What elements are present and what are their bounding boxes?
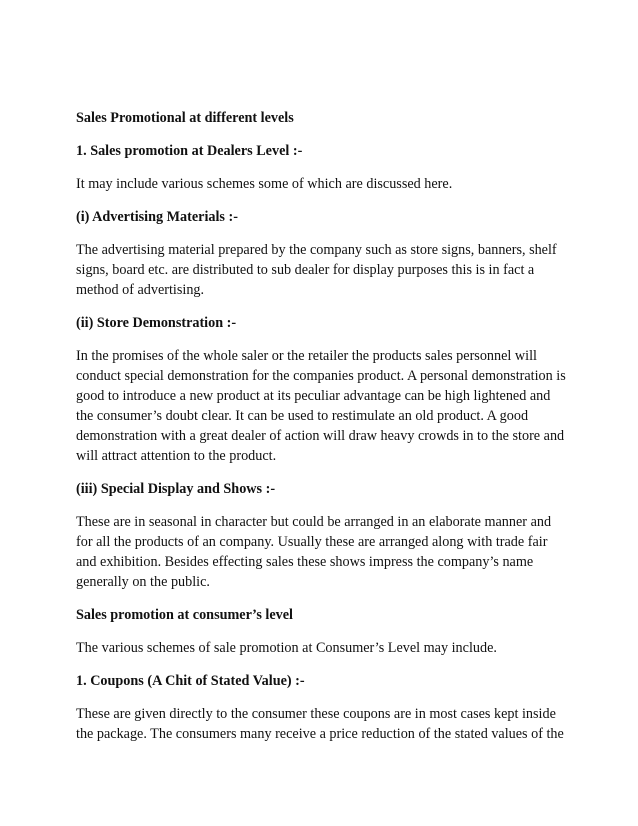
section-heading-coupons: 1. Coupons (A Chit of Stated Value) :- bbox=[76, 673, 305, 689]
section-heading-consumer-level: Sales promotion at consumer’s level bbox=[76, 607, 293, 623]
paragraph-line: signs, board etc. are distributed to sub dealer for display purposes this is in fact a bbox=[76, 262, 535, 278]
paragraph-coupons bbox=[76, 704, 564, 744]
paragraph-line: will attract attention to the product. bbox=[76, 448, 277, 464]
paragraph-line: conduct special demonstration for the companies product. A personal demonstration is bbox=[76, 368, 566, 384]
paragraph-line: generally on the public. bbox=[76, 574, 210, 590]
section-heading-dealers-level: 1. Sales promotion at Dealers Level :- bbox=[76, 143, 303, 159]
paragraph-line: It may include various schemes some of which are discussed here. bbox=[76, 176, 453, 192]
paragraph-line: demonstration with a great dealer of action will draw heavy crowds in to the store and bbox=[76, 428, 565, 444]
paragraph-store-demonstration bbox=[76, 346, 566, 466]
paragraph-line: and exhibition. Besides effecting sales these shows impress the company’s name bbox=[76, 554, 534, 570]
section-heading-advertising-materials: (i) Advertising Materials :- bbox=[76, 209, 238, 225]
document-page bbox=[76, 108, 566, 744]
paragraph-line: the package. The consumers many receive a price reduction of the stated values of the bbox=[76, 726, 564, 742]
paragraph-advertising-materials bbox=[76, 240, 557, 300]
paragraph-line: good to introduce a new product at its peculiar advantage can be high lightened and bbox=[76, 388, 551, 404]
paragraph-special-display bbox=[76, 512, 554, 592]
paragraph-line: The various schemes of sale promotion at Consumer’s Level may include. bbox=[76, 640, 497, 656]
paragraph-consumer-level bbox=[76, 638, 554, 658]
paragraph-line: method of advertising. bbox=[76, 282, 205, 298]
paragraph-line: the consumer’s doubt clear. It can be used to restimulate an old product. A good bbox=[76, 408, 529, 424]
paragraph-line: These are in seasonal in character but could be arranged in an elaborate manner and bbox=[76, 514, 552, 530]
section-heading-special-display: (iii) Special Display and Shows :- bbox=[76, 481, 276, 497]
paragraph-dealers-level bbox=[76, 174, 554, 194]
paragraph-line: for all the products of an company. Usually these are arranged along with trade fair bbox=[76, 534, 548, 550]
paragraph-line: In the promises of the whole saler or the retailer the products sales personnel will bbox=[76, 348, 537, 364]
paragraph-line: These are given directly to the consumer these coupons are in most cases kept inside bbox=[76, 706, 556, 722]
paragraph-line: The advertising material prepared by the company such as store signs, banners, shelf bbox=[76, 242, 557, 258]
document-title: Sales Promotional at different levels bbox=[76, 110, 294, 126]
section-heading-store-demonstration: (ii) Store Demonstration :- bbox=[76, 315, 237, 331]
